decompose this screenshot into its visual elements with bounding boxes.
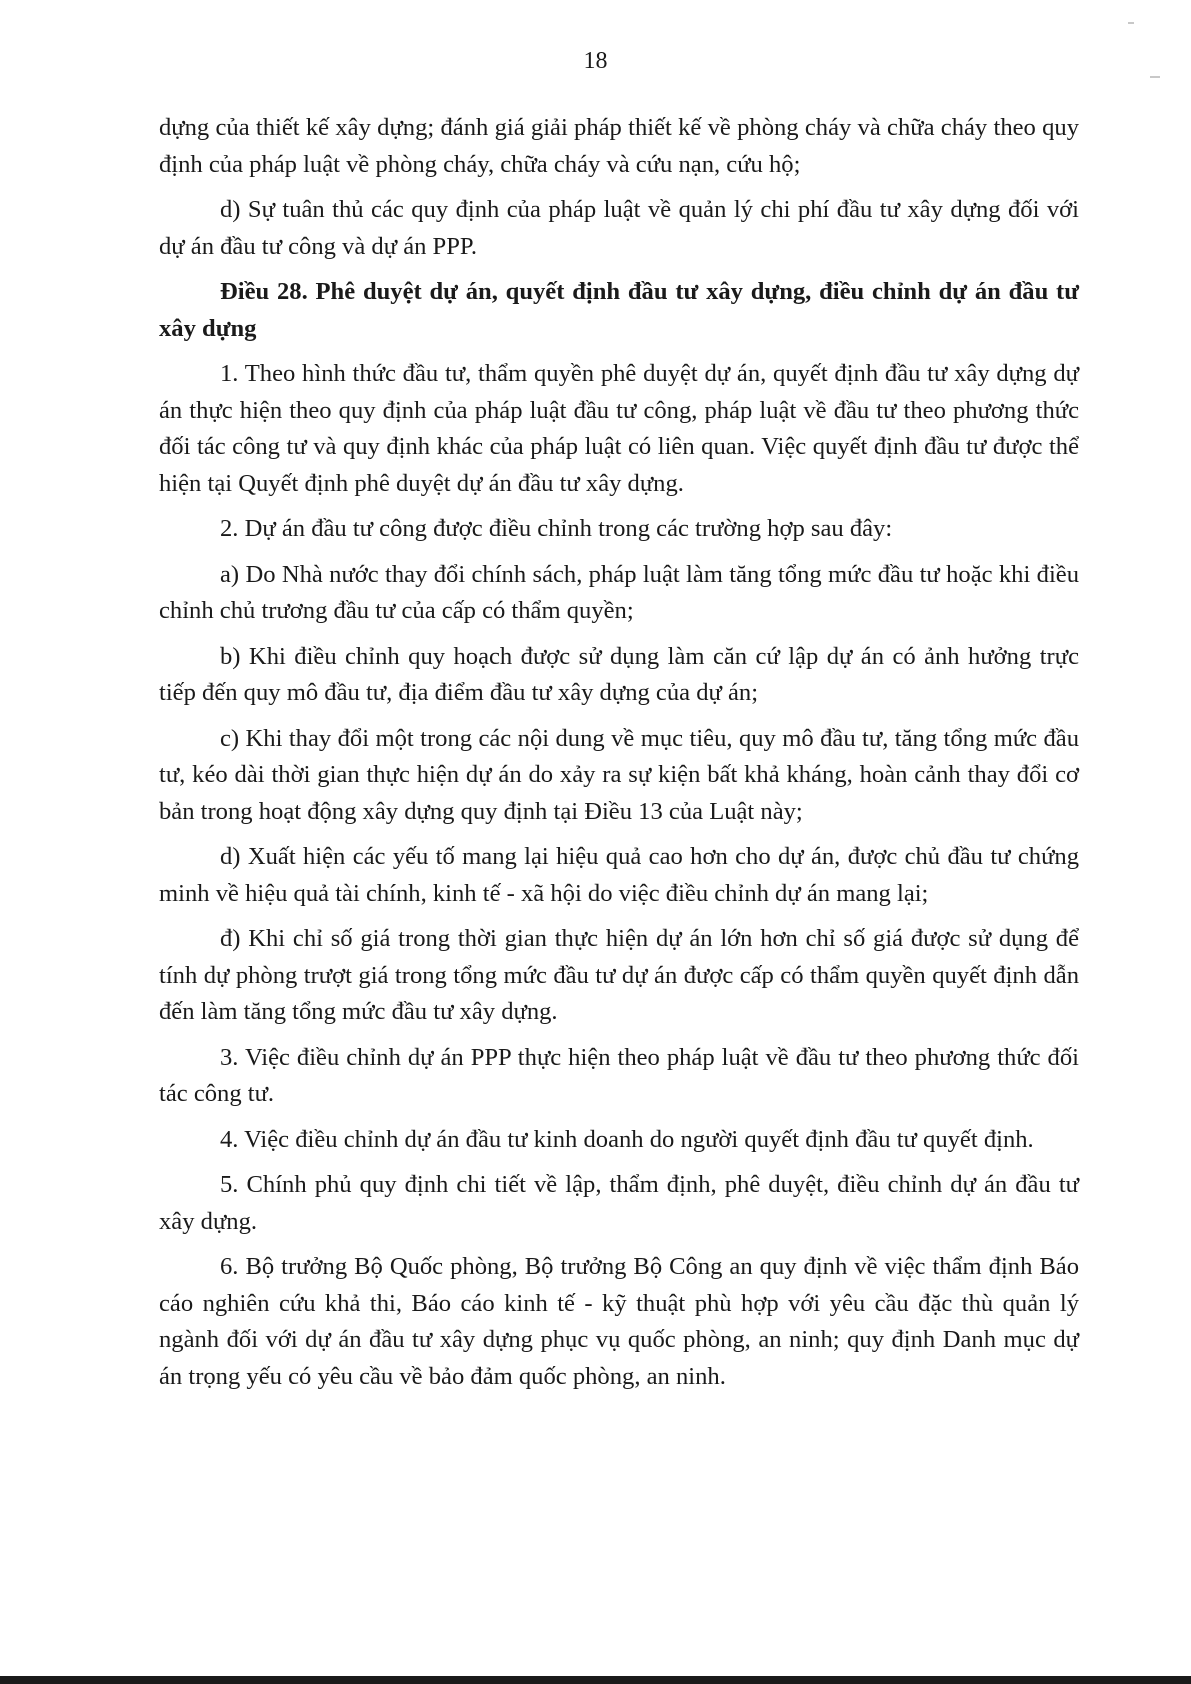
clause-3: 3. Việc điều chỉnh dự án PPP thực hiện theo pháp luật về đầu tư theo phương thức đối tác công tư. [159,1043,1079,1107]
clause-6: 6. Bộ trưởng Bộ Quốc phòng, Bộ trưởng Bộ Công an quy định về việc thẩm định Báo cáo nghiên cứu khả thi, Báo cáo kinh tế - kỹ thuật phù hợp với yêu cầu đặc thù quản lý ngành đối với dự án đầu tư xây dựng phục vụ quốc phòng, an ninh; quy định Danh mục dự án trọng yếu có yêu cầu về bảo đảm quốc phòng, an ninh. [159,1253,1079,1390]
scan-speck [1150,76,1160,78]
clause-5: 5. Chính phủ quy định chi tiết về lập, thẩm định, phê duyệt, điều chỉnh dự án đầu tư xây dựng. [159,1171,1079,1235]
clause-2c: c) Khi thay đổi một trong các nội dung về mục tiêu, quy mô đầu tư, tăng tổng mức đầu tư, kéo dài thời gian thực hiện dự án do xảy ra sự kiện bất khả kháng, hoàn cảnh thay đổi cơ bản trong hoạt động xây dựng quy định tại Điều 13 của Luật này; [159,724,1079,825]
clause-2dd: đ) Khi chỉ số giá trong thời gian thực hiện dự án lớn hơn chỉ số giá được sử dụng để tính dự phòng trượt giá trong tổng mức đầu tư dự án được cấp có thẩm quyền quyết định dẫn đến làm tăng tổng mức đầu tư xây dựng. [159,925,1079,1025]
clause-2: 2. Dự án đầu tư công được điều chỉnh trong các trường hợp sau đây: [220,515,893,542]
clause-4: 4. Việc điều chỉnh dự án đầu tư kinh doanh do người quyết định đầu tư quyết định. [220,1125,1034,1153]
clause-2a: a) Do Nhà nước thay đổi chính sách, pháp luật làm tăng tổng mức đầu tư hoặc khi điều chỉnh chủ trương đầu tư của cấp có thẩm quyền; [159,560,1079,624]
scan-bottom-edge [0,1676,1191,1684]
document-body [159,110,1079,1404]
page-number: 18 [583,48,608,74]
paragraph-continued: dựng của thiết kế xây dựng; đánh giá giải pháp thiết kế về phòng cháy và chữa cháy theo quy định của pháp luật về phòng cháy, chữa cháy và cứu nạn, cứu hộ; [159,114,1079,178]
article-28-heading: Điều 28. Phê duyệt dự án, quyết định đầu tư xây dựng, điều chỉnh dự án đầu tư xây dựng [159,278,1079,342]
clause-2d: d) Xuất hiện các yếu tố mang lại hiệu quả cao hơn cho dự án, được chủ đầu tư chứng minh về hiệu quả tài chính, kinh tế - xã hội do việc điều chỉnh dự án mang lại; [159,843,1079,907]
clause-2b: b) Khi điều chỉnh quy hoạch được sử dụng làm căn cứ lập dự án có ảnh hưởng trực tiếp đến quy mô đầu tư, địa điểm đầu tư xây dựng của dự án; [159,642,1079,706]
scan-speck [1128,22,1134,24]
clause-1: 1. Theo hình thức đầu tư, thẩm quyền phê duyệt dự án, quyết định đầu tư xây dựng dự án thực hiện theo quy định của pháp luật đầu tư công, pháp luật về đầu tư theo phương thức đối tác công tư và quy định khác của pháp luật có liên quan. Việc quyết định đầu tư được thể hiện tại Quyết định phê duyệt dự án đầu tư xây dựng. [159,360,1079,497]
clause-d: d) Sự tuân thủ các quy định của pháp luật về quản lý chi phí đầu tư xây dựng đối với dự án đầu tư công và dự án PPP. [159,196,1079,260]
